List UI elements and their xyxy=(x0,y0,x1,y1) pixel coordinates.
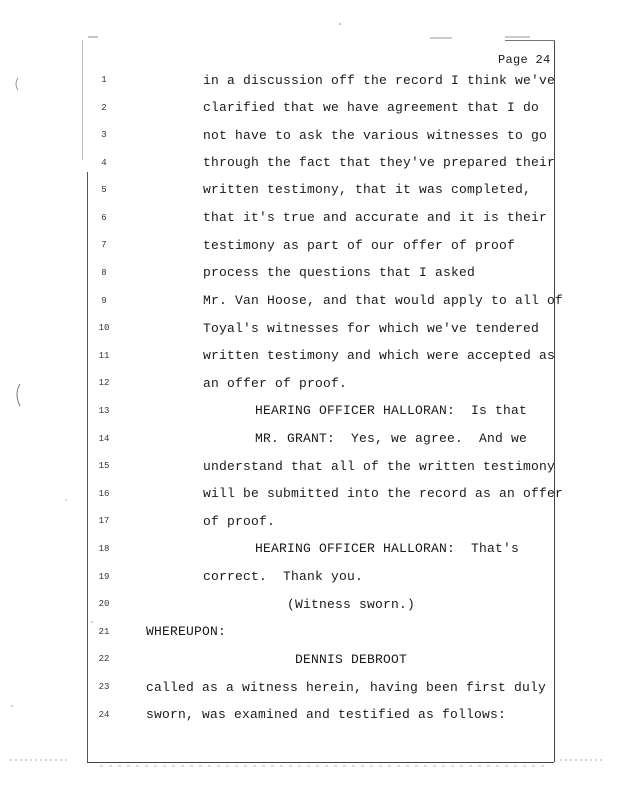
line-number: 8 xyxy=(101,268,107,278)
line-number: 22 xyxy=(98,654,110,664)
line-number: 19 xyxy=(98,572,110,582)
transcript-line: process the questions that I asked xyxy=(203,265,476,280)
line-number: 5 xyxy=(101,185,107,195)
line-number: 6 xyxy=(101,213,107,223)
line-number: 24 xyxy=(98,710,110,720)
line-number: 7 xyxy=(101,240,107,250)
transcript-line: that it's true and accurate and it is their xyxy=(203,210,548,225)
line-number: 15 xyxy=(98,461,110,471)
line-number: 13 xyxy=(98,406,110,416)
transcript-line: (Witness sworn.) xyxy=(287,597,416,612)
transcript-line: sworn, was examined and testified as follows: xyxy=(146,707,507,722)
line-number: 23 xyxy=(98,682,110,692)
left-margin-rule xyxy=(87,172,88,762)
transcript-line: correct. Thank you. xyxy=(203,569,364,584)
page-number: Page 24 xyxy=(498,53,551,67)
bottom-margin-rule xyxy=(87,762,554,763)
transcript-line: an offer of proof. xyxy=(203,376,348,391)
line-number: 14 xyxy=(98,434,110,444)
transcript-line: called as a witness herein, having been first duly xyxy=(146,680,547,695)
transcript-line: MR. GRANT: Yes, we agree. And we xyxy=(255,431,528,446)
line-number: 20 xyxy=(98,599,110,609)
line-number: 2 xyxy=(101,103,107,113)
top-right-rule xyxy=(505,40,555,41)
right-margin-rule xyxy=(554,40,555,762)
transcript-line: written testimony, that it was completed, xyxy=(203,182,532,197)
left-margin-rule-upper xyxy=(82,40,83,160)
transcript-line: in a discussion off the record I think we've xyxy=(203,73,556,88)
transcript-line: testimony as part of our offer of proof xyxy=(203,238,516,253)
line-number: 12 xyxy=(98,378,110,388)
transcript-line: not have to ask the various witnesses to go xyxy=(203,128,548,143)
transcript-line: DENNIS DEBROOT xyxy=(295,652,408,667)
transcript-line: understand that all of the written testimony xyxy=(203,459,556,474)
line-number: 4 xyxy=(101,158,107,168)
transcript-line: HEARING OFFICER HALLORAN: Is that xyxy=(255,403,528,418)
line-number: 17 xyxy=(98,516,110,526)
transcript-line: Toyal's witnesses for which we've tendered xyxy=(203,321,540,336)
transcript-line: WHEREUPON: xyxy=(146,624,227,639)
transcript-line: through the fact that they've prepared their xyxy=(203,155,556,170)
transcript-line: will be submitted into the record as an offer xyxy=(203,486,564,501)
line-number: 18 xyxy=(98,544,110,554)
line-number: 21 xyxy=(98,627,110,637)
line-number: 1 xyxy=(101,75,107,85)
line-number: 11 xyxy=(98,351,110,361)
transcript-line: HEARING OFFICER HALLORAN: That's xyxy=(255,541,520,556)
transcript-line: of proof. xyxy=(203,514,276,529)
line-number: 10 xyxy=(98,323,110,333)
line-number: 16 xyxy=(98,489,110,499)
transcript-line: clarified that we have agreement that I do xyxy=(203,100,540,115)
transcript-line: Mr. Van Hoose, and that would apply to all of xyxy=(203,293,564,308)
transcript-line: written testimony and which were accepted as xyxy=(203,348,556,363)
line-number: 3 xyxy=(101,130,107,140)
line-number: 9 xyxy=(101,296,107,306)
